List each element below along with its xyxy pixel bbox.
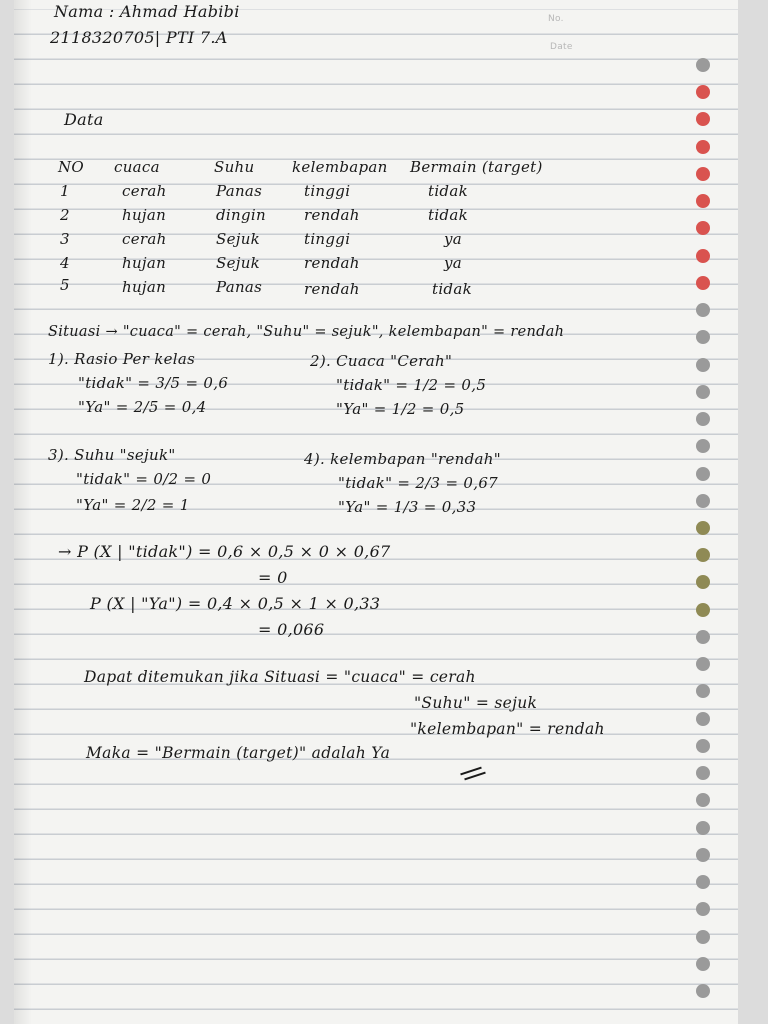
section-2-line-1: "tidak" = 1/2 = 0,5 <box>336 376 487 394</box>
binding-ring <box>696 385 710 399</box>
binding-ring <box>696 603 710 617</box>
table-cell: hujan <box>122 254 167 272</box>
section-4-line-2: "Ya" = 1/3 = 0,33 <box>338 498 477 516</box>
notebook-page <box>14 0 738 1024</box>
binding-ring <box>696 521 710 535</box>
conclusion-line-4: Maka = "Bermain (target)" adalah Ya <box>86 744 391 762</box>
table-cell: tinggi <box>304 230 351 248</box>
binding-ring <box>696 140 710 154</box>
table-cell: cerah <box>122 182 167 200</box>
table-cell: Sejuk <box>216 230 261 248</box>
table-header-bermain: Bermain (target) <box>410 158 543 176</box>
table-header-suhu: Suhu <box>214 158 255 176</box>
table-cell: tinggi <box>304 182 351 200</box>
section-2-line-2: "Ya" = 1/2 = 0,5 <box>336 400 465 418</box>
binding-ring <box>696 848 710 862</box>
table-cell: 4 <box>60 254 70 272</box>
data-heading: Data <box>64 110 104 129</box>
binding-ring <box>696 167 710 181</box>
table-cell: tidak <box>432 280 472 298</box>
binding-ring <box>696 793 710 807</box>
binding-ring <box>696 358 710 372</box>
table-cell: 1 <box>60 182 70 200</box>
binding-ring <box>696 575 710 589</box>
binding-ring <box>696 249 710 263</box>
section-1-title: 1). Rasio Per kelas <box>48 350 196 368</box>
table-header-cuaca: cuaca <box>114 158 160 176</box>
binding-ring <box>696 494 710 508</box>
situation-line: Situasi → "cuaca" = cerah, "Suhu" = sejuk", kelembapan" = rendah <box>48 324 565 340</box>
table-cell: ya <box>444 230 463 248</box>
section-2-title: 2). Cuaca "Cerah" <box>310 352 453 370</box>
section-1-line-1: "tidak" = 3/5 = 0,6 <box>78 374 229 392</box>
table-cell: Panas <box>216 182 263 200</box>
binding-ring <box>696 412 710 426</box>
binding-ring <box>696 821 710 835</box>
table-cell: Sejuk <box>216 254 261 272</box>
binding-ring <box>696 712 710 726</box>
section-3-line-2: "Ya" = 2/2 = 1 <box>76 496 190 514</box>
binding-ring <box>696 957 710 971</box>
table-cell: ya <box>444 254 463 272</box>
binding-ring <box>696 221 710 235</box>
conclusion-line-3: "kelembapan" = rendah <box>410 720 605 738</box>
binding-ring <box>696 657 710 671</box>
table-cell: dingin <box>216 206 266 224</box>
table-cell: 3 <box>60 230 70 248</box>
table-cell: rendah <box>304 254 360 272</box>
p-ya-line: P (X | "Ya") = 0,4 × 0,5 × 1 × 0,33 <box>90 594 381 613</box>
conclusion-line-1: Dapat ditemukan jika Situasi = "cuaca" = cerah <box>84 668 476 686</box>
binding-ring <box>696 194 710 208</box>
p-tidak-result: = 0 <box>258 568 288 587</box>
p-tidak-line: → P (X | "tidak") = 0,6 × 0,5 × 0 × 0,67 <box>58 542 391 561</box>
binding-ring <box>696 902 710 916</box>
p-ya-result: = 0,066 <box>258 620 325 639</box>
section-4-line-1: "tidak" = 2/3 = 0,67 <box>338 474 499 492</box>
table-cell: tidak <box>428 206 468 224</box>
spiral-binding <box>696 58 710 998</box>
table-cell: 5 <box>60 276 70 294</box>
name-line: Nama : Ahmad Habibi <box>54 2 240 21</box>
binding-ring <box>696 875 710 889</box>
table-header-kelembapan: kelembapan <box>292 158 388 176</box>
table-cell: tidak <box>428 182 468 200</box>
section-4-title: 4). kelembapan "rendah" <box>304 450 501 468</box>
table-cell: Panas <box>216 278 263 296</box>
section-1-line-2: "Ya" = 2/5 = 0,4 <box>78 398 207 416</box>
table-cell: 2 <box>60 206 70 224</box>
student-id-line: 2118320705| PTI 7.A <box>50 28 228 47</box>
binding-ring <box>696 684 710 698</box>
section-3-title: 3). Suhu "sejuk" <box>48 446 176 464</box>
binding-ring <box>696 467 710 481</box>
printed-no-label: No. <box>548 14 564 24</box>
binding-ring <box>696 276 710 290</box>
printed-date-label: Date <box>550 42 573 52</box>
binding-ring <box>696 330 710 344</box>
table-cell: hujan <box>122 278 167 296</box>
binding-ring <box>696 984 710 998</box>
binding-ring <box>696 439 710 453</box>
conclusion-line-2: "Suhu" = sejuk <box>414 694 538 712</box>
table-header-no: NO <box>58 158 85 176</box>
binding-ring <box>696 85 710 99</box>
binding-ring <box>696 739 710 753</box>
binding-ring <box>696 58 710 72</box>
table-cell: rendah <box>304 280 360 298</box>
binding-ring <box>696 930 710 944</box>
binding-ring <box>696 766 710 780</box>
binding-ring <box>696 303 710 317</box>
binding-ring <box>696 548 710 562</box>
table-cell: cerah <box>122 230 167 248</box>
section-3-line-1: "tidak" = 0/2 = 0 <box>76 470 212 488</box>
binding-ring <box>696 630 710 644</box>
binding-ring <box>696 112 710 126</box>
table-cell: rendah <box>304 206 360 224</box>
table-cell: hujan <box>122 206 167 224</box>
